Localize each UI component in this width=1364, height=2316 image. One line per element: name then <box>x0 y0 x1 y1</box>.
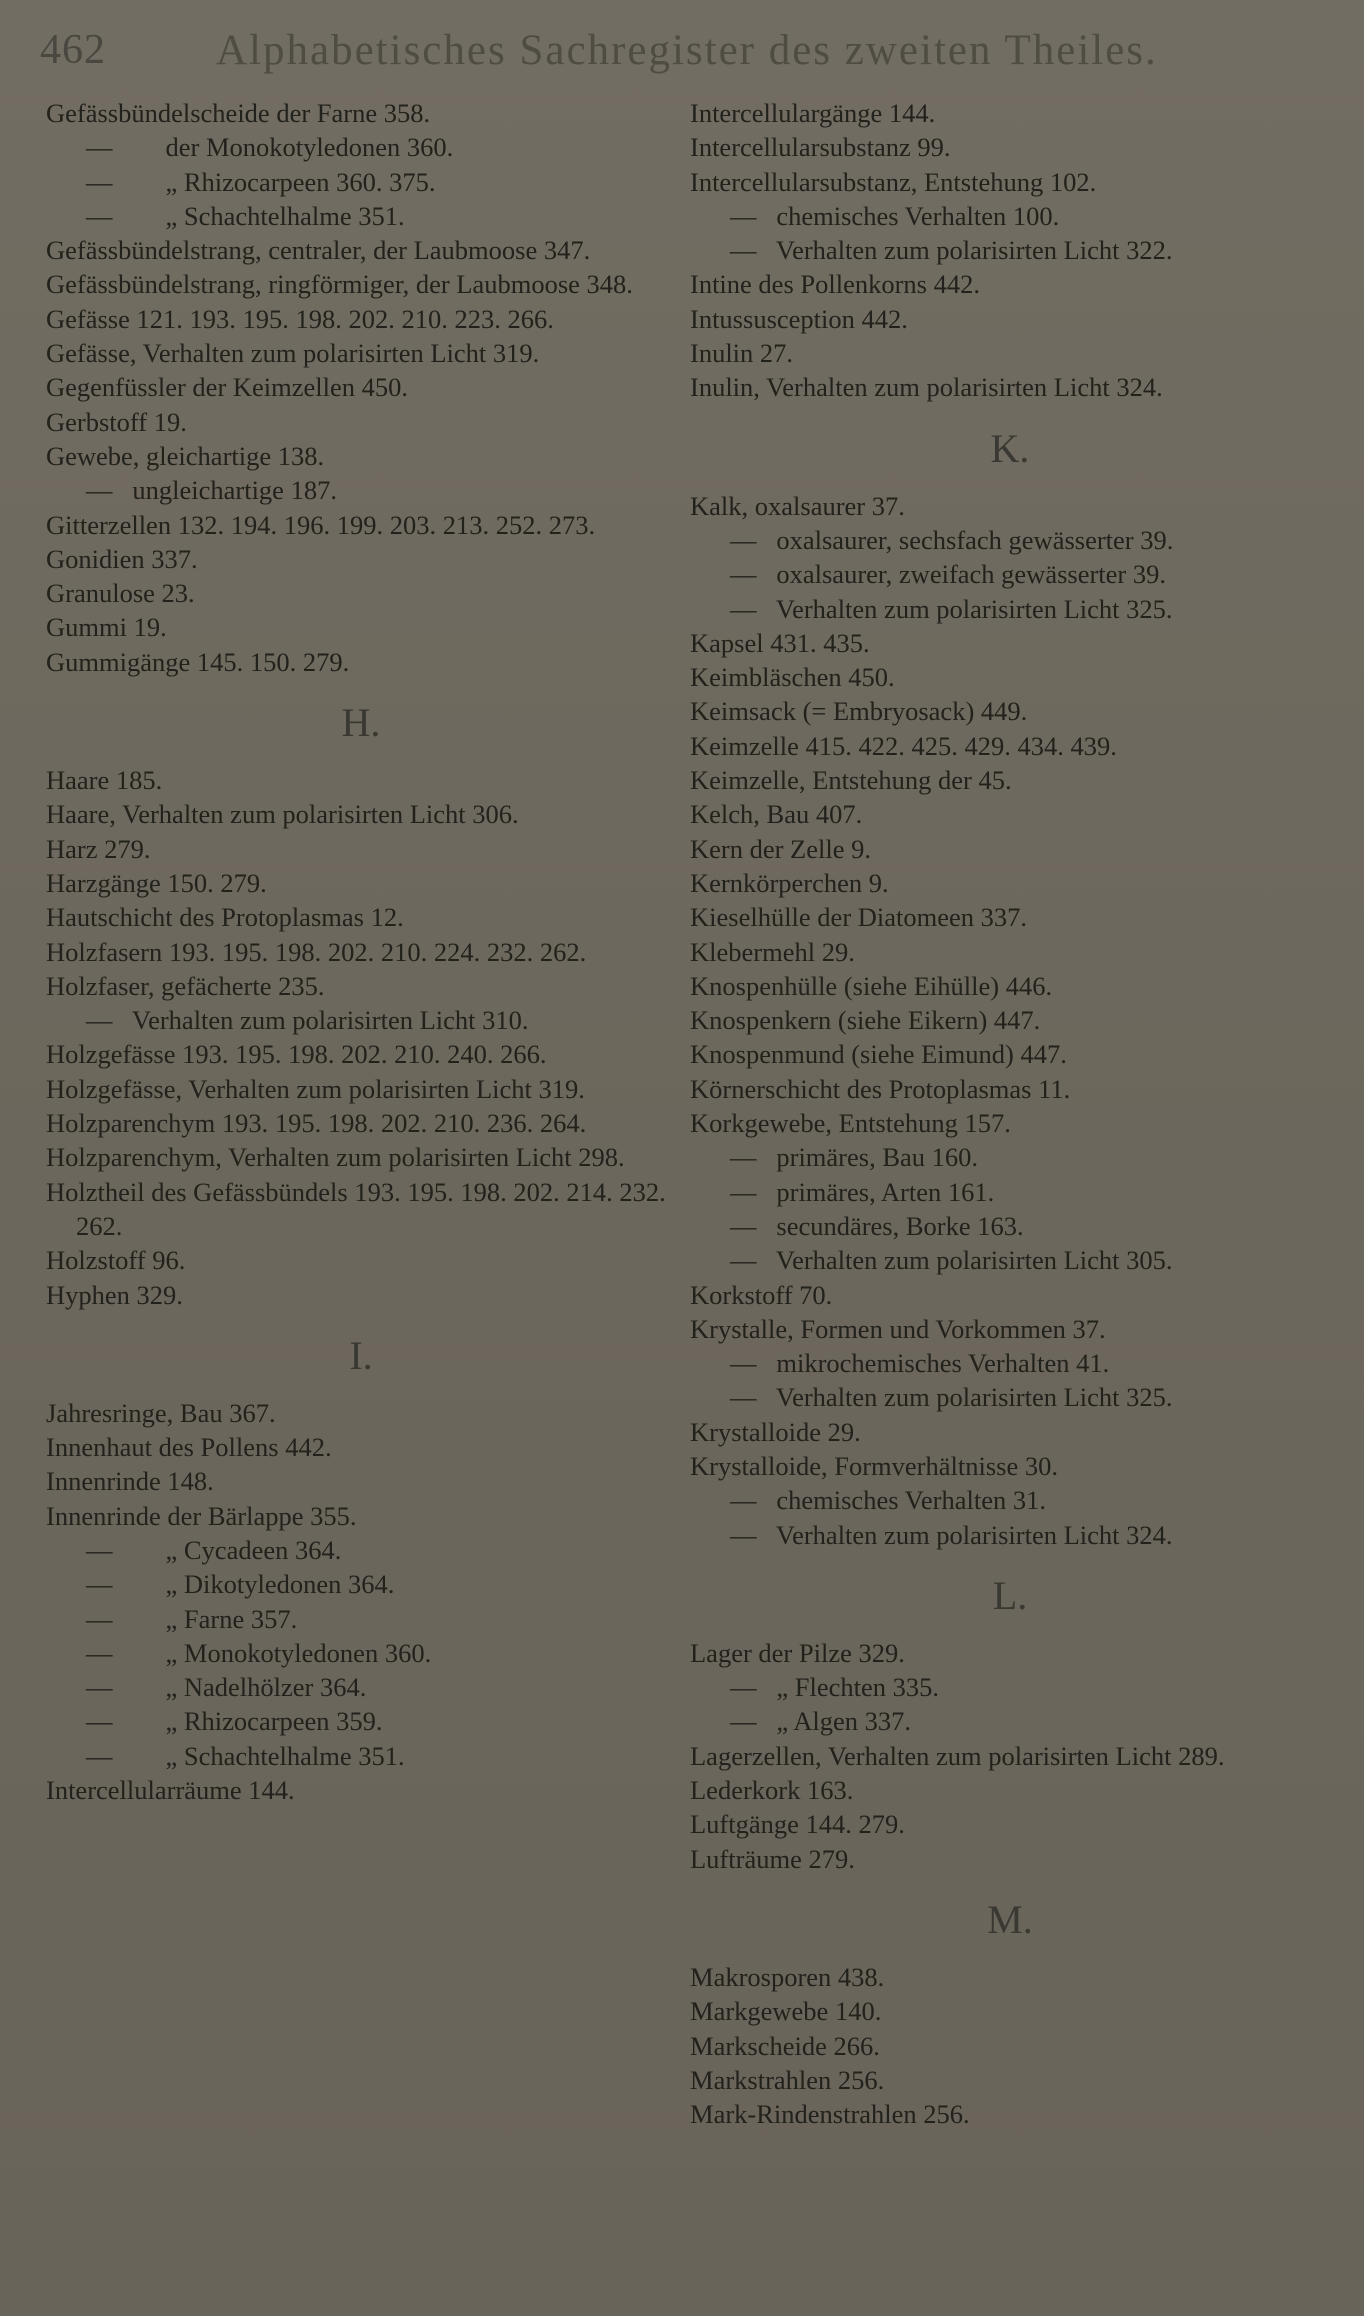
index-entry: Holzparenchym 193. 195. 198. 202. 210. 236. 264. <box>46 1108 587 1139</box>
index-entry: Gefässbündelstrang, ringförmiger, der Laubmoose 348. <box>46 269 633 300</box>
index-entry: — secundäres, Borke 163. <box>730 1210 1024 1241</box>
index-entry: — der Monokotyledonen 360. <box>86 132 454 163</box>
index-entry: — chemisches Verhalten 31. <box>730 1485 1046 1516</box>
index-entry: Granulose 23. <box>46 578 195 609</box>
index-entry: — primäres, Arten 161. <box>730 1176 995 1207</box>
index-entry: Gummi 19. <box>46 612 167 643</box>
index-entry: Kern der Zelle 9. <box>690 833 871 864</box>
index-entry: Intercellularräume 144. <box>46 1775 295 1806</box>
section-letter-m: M. <box>987 1896 1033 1942</box>
section-letter-l: L. <box>992 1572 1028 1618</box>
m-section <box>690 1960 1330 2131</box>
index-entry: — ungleichartige 187. <box>86 475 337 506</box>
index-entry: Holzgefässe, Verhalten zum polarisirten Licht 319. <box>46 1073 585 1104</box>
index-entry: — Verhalten zum polarisirten Licht 310. <box>86 1005 529 1036</box>
index-entry: Holzparenchym, Verhalten zum polarisirten Licht 298. <box>46 1142 625 1173</box>
index-entry: Gefässbündelscheide der Farne 358. <box>46 98 431 128</box>
index-entry: Keimzelle, Entstehung der 45. <box>690 765 1012 796</box>
index-entry: Gerbstoff 19. <box>46 406 187 437</box>
index-entry: Intercellulargänge 144. <box>690 98 936 128</box>
index-entry: Lufträume 279. <box>690 1843 855 1874</box>
section-letter-i: I. <box>349 1332 373 1378</box>
i-section <box>46 1396 676 1808</box>
index-entry: Klebermehl 29. <box>690 936 855 967</box>
index-entry: Kernkörperchen 9. <box>690 867 889 898</box>
index-entry: Lagerzellen, Verhalten zum polarisirten Licht 289. <box>690 1740 1225 1771</box>
index-entry: Kalk, oxalsaurer 37. <box>690 490 905 521</box>
index-entry: Markstrahlen 256. <box>690 2064 885 2095</box>
index-entry: — „ Dikotyledonen 364. <box>86 1569 395 1600</box>
index-entry: — „ Cycadeen 364. <box>86 1534 342 1565</box>
index-entry: Haare, Verhalten zum polarisirten Licht 306. <box>46 799 519 830</box>
index-entry: Körnerschicht des Protoplasmas 11. <box>690 1073 1071 1104</box>
index-entry: — oxalsaurer, sechsfach gewässerter 39. <box>730 524 1174 555</box>
index-entry: Intine des Pollenkorns 442. <box>690 269 980 300</box>
index-entry: Korkstoff 70. <box>690 1279 833 1310</box>
index-entry: — „ Schachtelhalme 351. <box>86 1740 405 1771</box>
index-entry: Krystalloide 29. <box>690 1416 861 1447</box>
index-entry: Inulin 27. <box>690 338 794 369</box>
index-entry: Lederkork 163. <box>690 1775 854 1806</box>
index-entry: Innenhaut des Pollens 442. <box>46 1432 332 1463</box>
index-entry: Intercellularsubstanz 99. <box>690 132 951 163</box>
index-entry: Gitterzellen 132. 194. 196. 199. 203. 213. 252. 273. <box>46 509 596 540</box>
k-section <box>690 489 1330 1552</box>
index-entry: — Verhalten zum polarisirten Licht 325. <box>730 1382 1173 1413</box>
index-entry: Keimzelle 415. 422. 425. 429. 434. 439. <box>690 730 1117 761</box>
index-entry: Holztheil des Gefässbündels 193. 195. 198. 202. 214. 232. 262. <box>46 1176 666 1241</box>
index-entry: — oxalsaurer, zweifach gewässerter 39. <box>730 559 1166 590</box>
index-entry: Holzstoff 96. <box>46 1245 186 1276</box>
index-entry: Haare 185. <box>46 765 163 796</box>
index-entry: Gummigänge 145. 150. 279. <box>46 646 350 677</box>
index-entry: — primäres, Bau 160. <box>730 1142 979 1173</box>
index-entry: Intussusception 442. <box>690 303 908 334</box>
index-entry: — „ Rhizocarpeen 360. 375. <box>86 166 436 197</box>
section-letter-k: K. <box>990 425 1030 471</box>
index-entry: — Verhalten zum polarisirten Licht 305. <box>730 1245 1173 1276</box>
index-entry: — mikrochemisches Verhalten 41. <box>730 1348 1110 1379</box>
index-entry: Holzfaser, gefächerte 235. <box>46 970 325 1001</box>
index-entry: — „ Schachtelhalme 351. <box>86 200 405 231</box>
i-section-continued <box>690 96 1330 405</box>
index-entry: — chemisches Verhalten 100. <box>730 200 1060 231</box>
index-entry: Knospenhülle (siehe Eihülle) 446. <box>690 970 1053 1001</box>
index-entry: — „ Algen 337. <box>730 1706 912 1737</box>
index-entry: Markscheide 266. <box>690 2030 880 2061</box>
index-entry: Harz 279. <box>46 833 151 864</box>
index-entry: — „ Nadelhölzer 364. <box>86 1672 367 1703</box>
section-letter-h: H. <box>341 700 381 746</box>
index-entry: Makrosporen 438. <box>690 1961 885 1992</box>
index-entry: Innenrinde der Bärlappe 355. <box>46 1500 357 1531</box>
index-entry: Kieselhülle der Diatomeen 337. <box>690 902 1028 933</box>
index-entry: Gewebe, gleichartige 138. <box>46 440 325 471</box>
right-column <box>690 96 1330 2131</box>
index-entry: — „ Farne 357. <box>86 1603 298 1634</box>
index-entry: Holzgefässe 193. 195. 198. 202. 210. 240. 266. <box>46 1039 547 1070</box>
index-entry: Markgewebe 140. <box>690 1996 882 2027</box>
index-entry: — „ Flechten 335. <box>730 1672 940 1703</box>
index-entry: Knospenmund (siehe Eimund) 447. <box>690 1039 1067 1070</box>
index-entry: Hautschicht des Protoplasmas 12. <box>46 902 404 933</box>
index-entry: Hyphen 329. <box>46 1279 183 1310</box>
index-entry: Gefässe 121. 193. 195. 198. 202. 210. 223. 266. <box>46 303 554 334</box>
index-entry: Keimbläschen 450. <box>690 662 895 693</box>
index-entry: Gefässbündelstrang, centraler, der Laubmoose 347. <box>46 235 591 266</box>
left-column <box>46 96 676 1807</box>
index-entry: Gonidien 337. <box>46 543 198 574</box>
index-entry: — Verhalten zum polarisirten Licht 322. <box>730 235 1173 266</box>
index-entry: Jahresringe, Bau 367. <box>46 1397 276 1428</box>
index-entry: — „ Rhizocarpeen 359. <box>86 1706 383 1737</box>
index-entry: — Verhalten zum polarisirten Licht 324. <box>730 1519 1173 1550</box>
index-entry: Mark-Rindenstrahlen 256. <box>690 2099 970 2130</box>
index-entry: Luftgänge 144. 279. <box>690 1809 905 1840</box>
running-header <box>40 20 1158 80</box>
l-section <box>690 1636 1330 1876</box>
index-entry: Intercellularsubstanz, Entstehung 102. <box>690 166 1097 197</box>
index-entry: Innenrinde 148. <box>46 1466 214 1497</box>
index-entry: Krystalloide, Formverhältnisse 30. <box>690 1450 1058 1481</box>
index-entry: Holzfasern 193. 195. 198. 202. 210. 224. 232. 262. <box>46 936 587 967</box>
index-entry: Inulin, Verhalten zum polarisirten Licht 324. <box>690 372 1163 403</box>
index-entry: Lager der Pilze 329. <box>690 1637 905 1668</box>
index-entry: Gefässe, Verhalten zum polarisirten Licht 319. <box>46 338 540 369</box>
page-number: 462 <box>40 27 106 73</box>
running-title: Alphabetisches Sachregister des zweiten Theiles. <box>216 27 1158 74</box>
index-entry: Gegenfüssler der Keimzellen 450. <box>46 372 409 403</box>
index-entry: Knospenkern (siehe Eikern) 447. <box>690 1005 1041 1036</box>
g-section <box>46 96 676 679</box>
h-section <box>46 763 676 1312</box>
index-entry: — „ Monokotyledonen 360. <box>86 1637 432 1668</box>
index-entry: Kapsel 431. 435. <box>690 627 870 658</box>
index-entry: — Verhalten zum polarisirten Licht 325. <box>730 593 1173 624</box>
index-entry: Keimsack (= Embryosack) 449. <box>690 696 1028 727</box>
index-entry: Kelch, Bau 407. <box>690 799 863 830</box>
index-entry: Krystalle, Formen und Vorkommen 37. <box>690 1313 1106 1344</box>
index-entry: Korkgewebe, Entstehung 157. <box>690 1108 1011 1139</box>
index-entry: Harzgänge 150. 279. <box>46 867 267 898</box>
